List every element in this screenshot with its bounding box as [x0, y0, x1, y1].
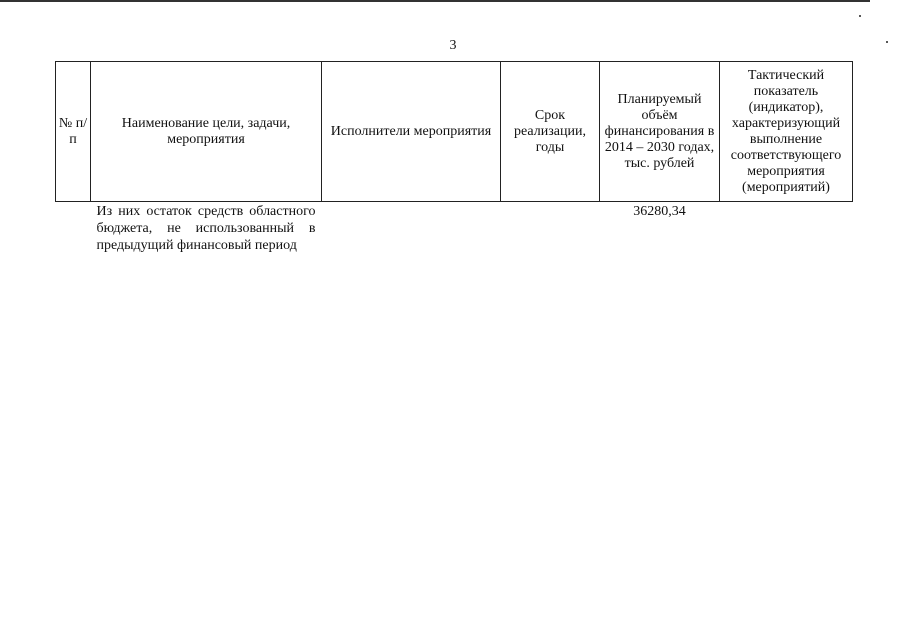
funding-table — [55, 61, 853, 254]
cell-term — [501, 202, 600, 255]
table-header-row — [56, 62, 853, 202]
table-row — [56, 202, 853, 255]
page-number: 3 — [449, 38, 457, 53]
header-name: Наименование цели, задачи, мероприятия — [91, 62, 322, 202]
header-funding: Планируемый объём финансирования в 2014 – 2030 годах, тыс. рублей — [600, 62, 720, 202]
cell-executors — [322, 202, 501, 255]
scan-top-edge — [0, 0, 870, 2]
header-number: № п/п — [56, 62, 91, 202]
cell-funding: 36280,34 — [633, 204, 686, 219]
cell-name: Из них остаток средств областного бюджета, не использованный в предыдущий финансовый период — [96, 204, 316, 253]
header-term: Срок реализации, годы — [501, 62, 600, 202]
cell-indicator — [720, 202, 853, 255]
header-executors: Исполнители мероприятия — [322, 62, 501, 202]
cell-number — [56, 202, 91, 255]
scan-speck — [859, 15, 861, 17]
scan-speck — [886, 41, 888, 43]
header-indicator: Тактический показатель (индикатор), характеризующий выполнение соответствующего мероприятия (мероприятий) — [720, 62, 853, 202]
